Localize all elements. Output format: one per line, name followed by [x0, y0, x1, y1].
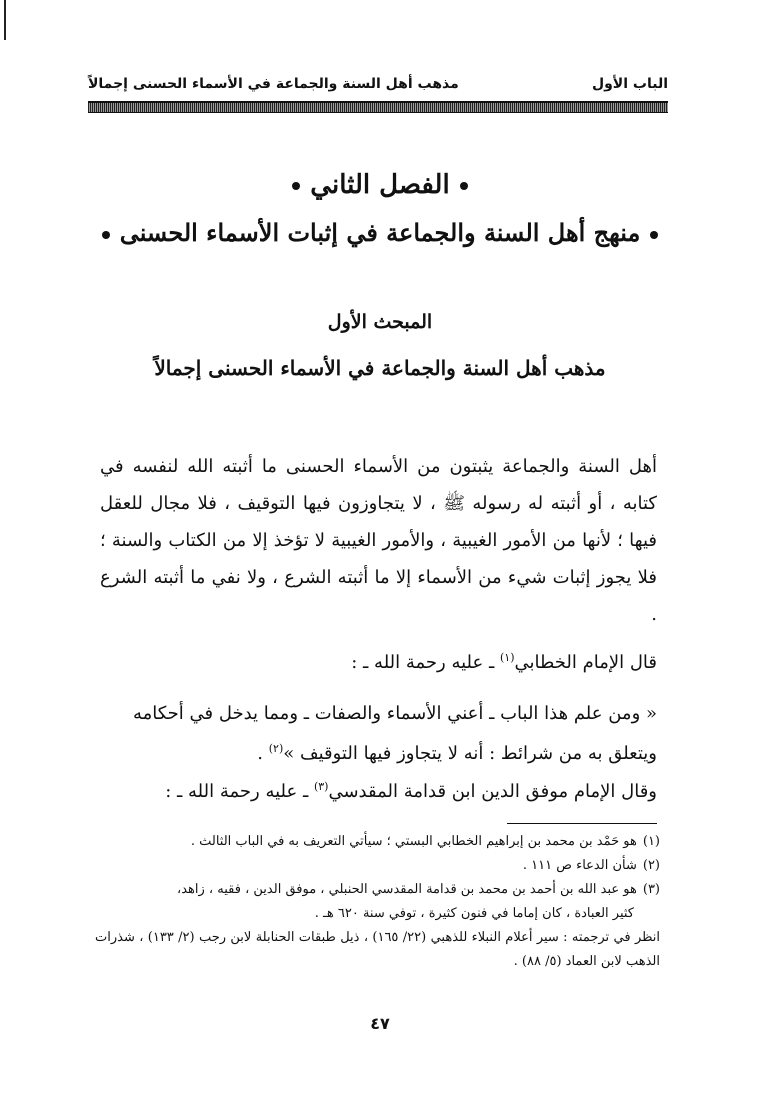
chapter-title — [60, 170, 700, 200]
footnote-1 — [95, 830, 660, 854]
bullet-icon — [102, 231, 110, 239]
footnote-2-text: شأن الدعاء ص ١١١ . — [522, 858, 637, 873]
intro-paragraph-text: أهل السنة والجماعة يثبتون من الأسماء الحسنى ما أثبته الله لنفسه في كتابه ، أو أثبته له رسوله ﷺ ، لا يتجاوزون فيها التوقيف ، فلا مجال للعقل فيها ؛ لأنها من الأمور الغيبية ، والأمور الغيبية لا تؤخذ إلا من الكتاب والسنة ؛ فلا يجوز إثبات شيء من الأسماء إلا ما أثبته الشرع ، ولا نفي ما أثبته الشرع . — [100, 456, 657, 625]
footnote-3-number: (٣) — [642, 882, 660, 897]
khattabi-quote-intro — [100, 651, 657, 673]
footnote-separator — [507, 823, 657, 824]
intro-paragraph — [100, 448, 657, 633]
quote-line-2-text: ويتعلق به من شرائط : أنه لا يتجاوز فيها التوقيف » — [283, 743, 657, 764]
quote-line-2 — [100, 731, 657, 771]
header-rule — [88, 101, 668, 113]
footnote-ref-2[interactable]: (٢) — [268, 742, 284, 755]
footnote-3-text: هو عبد الله بن أحمد بن محمد بن قدامة المقدسي الحنبلي ، موفق الدين ، فقيه ، زاهد، — [177, 882, 637, 897]
ibn-qudama-intro-text: وقال الإمام موفق الدين ابن قدامة المقدسي — [328, 781, 657, 802]
footnote-3-continuation: كثير العبادة ، كان إماما في فنون كثيرة ، توفي سنة ٦٢٠ هـ . — [314, 906, 634, 921]
ibn-qudama-quote-intro — [100, 780, 657, 802]
running-header — [88, 70, 668, 98]
footnote-1-number: (١) — [642, 834, 660, 849]
page-edge-mark — [4, 0, 6, 40]
quote-end: . — [257, 743, 269, 764]
bullet-icon — [460, 182, 468, 190]
footnote-3 — [95, 878, 660, 902]
footnote-ref-3[interactable]: (٣) — [313, 780, 329, 793]
bullet-icon — [292, 182, 300, 190]
page-number: ٤٧ — [370, 1014, 390, 1033]
header-section-title: مذهب أهل السنة والجماعة في الأسماء الحسنى إجمالاً — [88, 76, 459, 92]
footnote-1-text: هو حَمْد بن محمد بن إبراهيم الخطابي البستي ؛ سيأتي التعريف به في الباب الثالث . — [190, 834, 637, 849]
chapter-subtitle-text: منهج أهل السنة والجماعة في إثبات الأسماء الحسنى — [119, 218, 641, 247]
khattabi-intro-text: قال الإمام الخطابي — [514, 652, 657, 673]
bullet-icon — [650, 231, 658, 239]
section-heading: المبحث الأول — [327, 311, 433, 333]
footnote-3-sources: انظر في ترجمته : سير أعلام النبلاء للذهبي (٢٢/ ١٦٥) ، ذيل طبقات الحنابلة لابن رجب (٢/ ١٣٣) ، شذرات الذهب لابن العماد (٥/ ٨٨) . — [95, 930, 661, 969]
ibn-qudama-intro-tail: ـ عليه رحمة الله ـ : — [165, 781, 314, 802]
footnote-2 — [95, 854, 660, 878]
khattabi-intro-tail: ـ عليه رحمة الله ـ : — [351, 652, 500, 673]
chapter-title-text: الفصل الثاني — [310, 170, 450, 200]
section-subheading: مذهب أهل السنة والجماعة في الأسماء الحسنى إجمالاً — [154, 356, 606, 380]
footnote-ref-1[interactable]: (١) — [499, 651, 515, 664]
khattabi-quote — [100, 696, 657, 771]
chapter-subtitle — [60, 218, 700, 247]
footnotes — [95, 830, 660, 974]
footnote-2-number: (٢) — [642, 858, 660, 873]
quote-line-1: « ومن علم هذا الباب ـ أعني الأسماء والصفات ـ ومما يدخل في أحكامه — [132, 703, 657, 724]
header-part-title: الباب الأول — [591, 76, 668, 92]
